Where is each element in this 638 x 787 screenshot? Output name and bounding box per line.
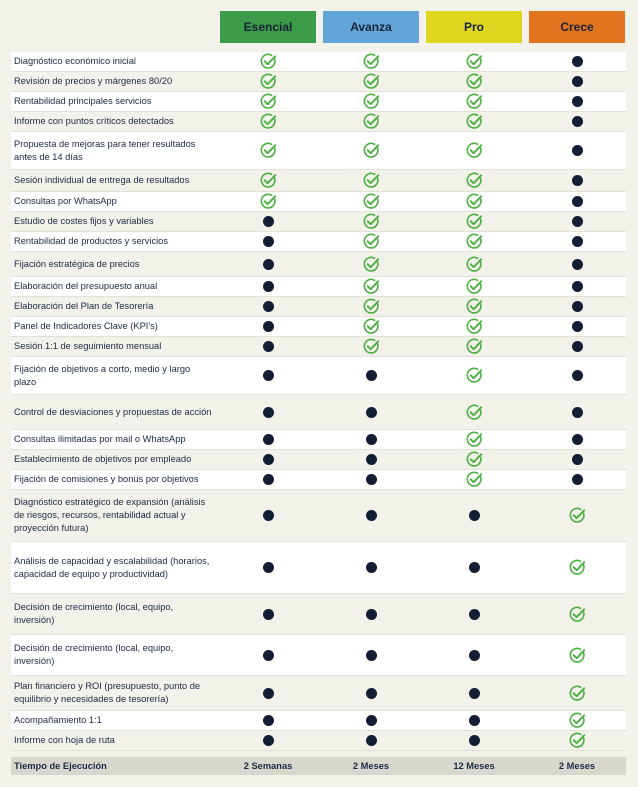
dot-icon-shape — [572, 301, 583, 312]
check-circle-icon — [356, 136, 386, 166]
check-circle-icon — [562, 501, 592, 531]
dot-icon-shape — [469, 650, 480, 661]
feature-row — [11, 72, 626, 92]
dot-icon-shape — [469, 609, 480, 620]
feature-label: Fijación de objetivos a corto, medio y largo plazo — [14, 363, 191, 387]
feature-label: Consultas por WhatsApp — [14, 196, 117, 206]
feature-label: Decisión de crecimiento (local, equipo, inversión) — [14, 643, 174, 666]
dot-icon-shape — [366, 609, 377, 620]
feature-label: Establecimiento de objetivos por empleado — [14, 454, 192, 464]
check-circle-icon — [562, 678, 592, 708]
execution-time-pro: 12 Meses — [453, 761, 495, 771]
dot-icon — [562, 397, 592, 427]
dot-icon — [356, 678, 386, 708]
dot-icon-shape — [572, 474, 583, 485]
dot-icon — [253, 397, 283, 427]
dot-icon-shape — [263, 259, 274, 270]
plan-header-avanza: Avanza — [323, 11, 419, 43]
dot-icon-shape — [572, 56, 583, 67]
feature-row — [11, 450, 626, 470]
dot-icon-shape — [263, 236, 274, 247]
dot-icon-shape — [263, 609, 274, 620]
dot-icon-shape — [263, 474, 274, 485]
feature-label: Panel de Indicadores Clave (KPI's) — [14, 321, 158, 331]
dot-icon-shape — [263, 454, 274, 465]
dot-icon-shape — [572, 370, 583, 381]
dot-icon-shape — [366, 735, 377, 746]
feature-row — [11, 337, 626, 357]
dot-icon-shape — [263, 688, 274, 699]
feature-row — [11, 594, 626, 635]
plan-header-esencial: Esencial — [220, 11, 316, 43]
dot-icon-shape — [263, 341, 274, 352]
feature-row — [11, 52, 626, 72]
feature-label: Diagnóstico estratégico de expansión (análisis de riesgos, recursos, rentabilidad actual y proyección futura) — [14, 497, 206, 533]
dot-icon-shape — [263, 216, 274, 227]
execution-time-esencial: 2 Semanas — [243, 761, 293, 771]
check-circle-icon — [459, 397, 489, 427]
dot-icon-shape — [366, 407, 377, 418]
dot-icon-shape — [366, 510, 377, 521]
feature-row — [11, 470, 626, 490]
feature-row — [11, 731, 626, 751]
dot-icon — [459, 599, 489, 629]
dot-icon-shape — [572, 96, 583, 107]
dot-icon-shape — [366, 562, 377, 573]
dot-icon-shape — [572, 341, 583, 352]
dot-icon-shape — [572, 145, 583, 156]
dot-icon — [356, 361, 386, 391]
check-circle-icon — [562, 726, 592, 756]
check-circle-icon — [562, 640, 592, 670]
dot-icon-shape — [366, 650, 377, 661]
dot-icon — [253, 726, 283, 756]
feature-label: Decisión de crecimiento (local, equipo, inversión) — [14, 602, 174, 625]
check-circle-icon — [562, 599, 592, 629]
dot-icon-shape — [572, 454, 583, 465]
dot-icon — [253, 599, 283, 629]
feature-row — [11, 277, 626, 297]
dot-icon — [356, 599, 386, 629]
dot-icon-shape — [572, 236, 583, 247]
feature-label: Informe con puntos críticos detectados — [14, 116, 174, 126]
dot-icon-shape — [572, 116, 583, 127]
feature-row — [11, 542, 626, 594]
dot-icon-shape — [572, 407, 583, 418]
dot-icon — [253, 501, 283, 531]
dot-icon — [356, 726, 386, 756]
dot-icon-shape — [366, 454, 377, 465]
dot-icon-shape — [469, 735, 480, 746]
feature-label: Plan financiero y ROI (presupuesto, punto de equilibrio y necesidades de tesorería) — [14, 681, 201, 704]
feature-label: Consultas ilimitadas por mail o WhatsApp — [14, 434, 186, 444]
dot-icon-shape — [572, 196, 583, 207]
dot-icon-shape — [572, 321, 583, 332]
feature-label: Fijación estratégica de precios — [14, 258, 140, 269]
feature-label: Sesión 1:1 de seguimiento mensual — [14, 341, 162, 351]
feature-row — [11, 635, 626, 676]
feature-label: Propuesta de mejoras para tener resultados antes de 14 días — [14, 138, 196, 162]
dot-icon-shape — [572, 175, 583, 186]
dot-icon — [253, 361, 283, 391]
feature-row — [11, 252, 626, 277]
feature-row — [11, 132, 626, 170]
feature-row — [11, 395, 626, 430]
dot-icon-shape — [366, 688, 377, 699]
execution-time-row — [11, 757, 626, 775]
feature-label: Rentabilidad principales servicios — [14, 96, 152, 106]
dot-icon-shape — [469, 688, 480, 699]
dot-icon-shape — [263, 510, 274, 521]
feature-row — [11, 192, 626, 212]
feature-row — [11, 297, 626, 317]
feature-label: Elaboración del presupuesto anual — [14, 281, 158, 291]
dot-icon-shape — [366, 370, 377, 381]
dot-icon — [459, 678, 489, 708]
feature-row — [11, 357, 626, 395]
plan-header-crece: Crece — [529, 11, 625, 43]
check-circle-icon — [459, 136, 489, 166]
dot-icon-shape — [572, 434, 583, 445]
dot-icon-shape — [366, 474, 377, 485]
feature-table — [11, 52, 626, 751]
dot-icon — [459, 726, 489, 756]
check-circle-icon — [459, 361, 489, 391]
dot-icon — [253, 640, 283, 670]
dot-icon-shape — [572, 259, 583, 270]
dot-icon — [459, 640, 489, 670]
feature-row — [11, 92, 626, 112]
feature-label: Revisión de precios y márgenes 80/20 — [14, 76, 173, 86]
feature-row — [11, 490, 626, 542]
feature-label: Diagnóstico económico inicial — [14, 56, 136, 66]
execution-time-label: Tiempo de Ejecución — [14, 761, 107, 771]
dot-icon-shape — [263, 715, 274, 726]
feature-row — [11, 212, 626, 232]
feature-label: Estudio de costes fijos y variables — [14, 216, 154, 226]
dot-icon-shape — [263, 301, 274, 312]
feature-row — [11, 112, 626, 132]
dot-icon-shape — [263, 407, 274, 418]
feature-label: Control de desviaciones y propuestas de acción — [14, 406, 212, 417]
dot-icon-shape — [469, 715, 480, 726]
feature-row — [11, 711, 626, 731]
dot-icon — [562, 361, 592, 391]
dot-icon — [356, 553, 386, 583]
feature-label: Análisis de capacidad y escalabilidad (horarios, capacidad de equipo y productividad) — [14, 555, 210, 579]
dot-icon — [253, 678, 283, 708]
feature-label: Elaboración del Plan de Tesorería — [14, 301, 154, 311]
dot-icon-shape — [572, 281, 583, 292]
check-circle-icon — [562, 553, 592, 583]
plan-header-pro: Pro — [426, 11, 522, 43]
dot-icon — [459, 501, 489, 531]
dot-icon — [356, 397, 386, 427]
dot-icon-shape — [366, 715, 377, 726]
dot-icon-shape — [263, 650, 274, 661]
feature-row — [11, 430, 626, 450]
check-circle-icon — [253, 136, 283, 166]
dot-icon-shape — [263, 562, 274, 573]
dot-icon-shape — [263, 370, 274, 381]
feature-row — [11, 317, 626, 337]
execution-time-avanza: 2 Meses — [352, 761, 390, 771]
execution-time-crece: 2 Meses — [558, 761, 596, 771]
feature-label: Rentabilidad de productos y servicios — [14, 236, 168, 246]
feature-label: Informe con hoja de ruta — [14, 735, 115, 745]
feature-row — [11, 676, 626, 711]
feature-row — [11, 232, 626, 252]
feature-label: Fijación de comisiones y bonus por objetivos — [14, 474, 199, 484]
feature-label: Sesión individual de entrega de resultados — [14, 175, 190, 185]
dot-icon — [562, 136, 592, 166]
dot-icon-shape — [263, 434, 274, 445]
dot-icon — [356, 640, 386, 670]
feature-label: Acompañamiento 1:1 — [14, 715, 102, 725]
dot-icon-shape — [572, 216, 583, 227]
dot-icon-shape — [469, 510, 480, 521]
dot-icon — [459, 553, 489, 583]
feature-row — [11, 170, 626, 192]
dot-icon — [356, 501, 386, 531]
dot-icon — [253, 553, 283, 583]
dot-icon-shape — [572, 76, 583, 87]
dot-icon-shape — [469, 562, 480, 573]
dot-icon-shape — [366, 434, 377, 445]
dot-icon-shape — [263, 735, 274, 746]
dot-icon-shape — [263, 321, 274, 332]
dot-icon-shape — [263, 281, 274, 292]
